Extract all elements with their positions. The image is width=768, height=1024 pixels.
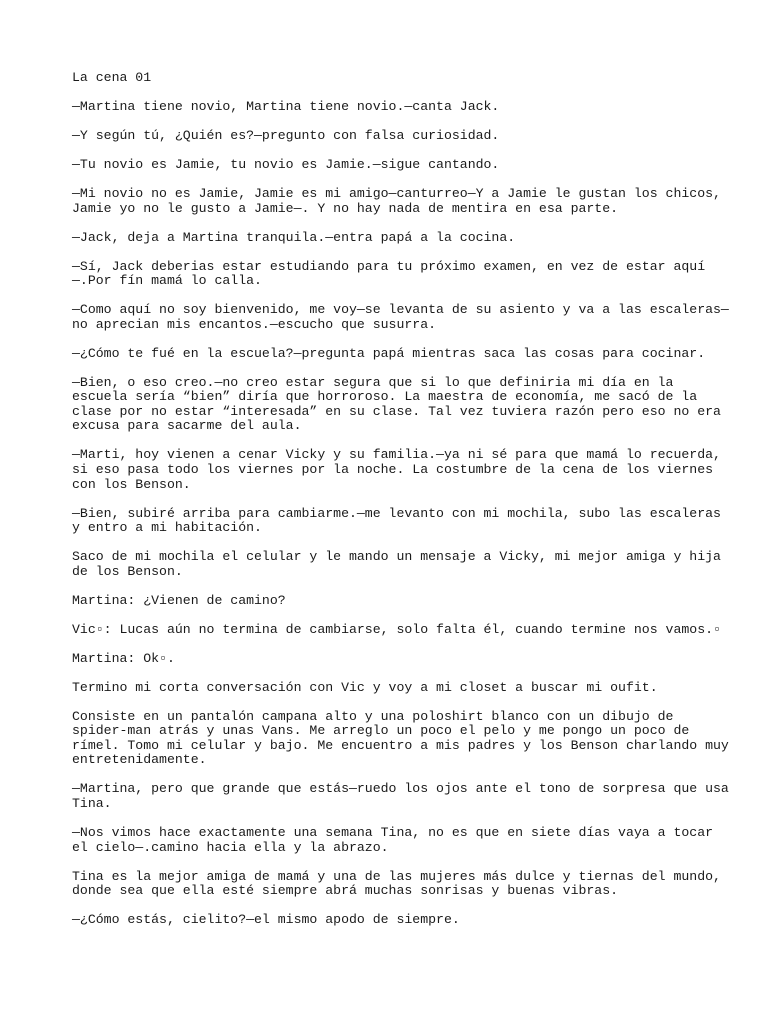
paragraph-line: Termino mi corta conversación con Vic y voy a mi closet a buscar mi oufit. — [72, 679, 658, 695]
paragraph-line: Saco de mi mochila el celular y le mando un mensaje a Vicky, mi mejor amiga y hija — [72, 549, 721, 565]
document-title: La cena 01 — [72, 70, 152, 85]
document-body — [72, 98, 729, 928]
paragraph — [72, 505, 721, 536]
paragraph-line: entretenidamente. — [72, 752, 207, 768]
paragraph — [72, 549, 721, 579]
paragraph-line: de los Benson. — [72, 563, 183, 579]
paragraph — [72, 594, 702, 609]
paragraph-line: —¿Cómo te fué en la escuela?—pregunta papá mientras saca las cosas para cocinar. — [72, 345, 706, 361]
paragraph — [72, 681, 702, 696]
paragraph-line: —Bien, o eso creo.—no creo estar segura que si lo que definiria mi día en la — [72, 374, 674, 390]
paragraph-line: —Bien, subiré arriba para cambiarme.—me levanto con mi mochila, subo las escaleras — [72, 505, 721, 521]
paragraph-line: Vic▫: Lucas aún no termina de cambiarse, solo falta él, cuando termine nos vamos.▫ — [72, 621, 721, 637]
paragraph — [72, 258, 706, 289]
paragraph — [72, 158, 702, 173]
paragraph-line: —¿Cómo estás, cielito?—el mismo apodo de siempre. — [72, 912, 460, 928]
paragraph-line: —Como aquí no soy bienvenido, me voy—se levanta de su asiento y va a las escaleras— — [72, 302, 729, 318]
paragraph-line: no aprecian mis encantos.—escucho que susurra. — [72, 316, 437, 332]
paragraph-line: si eso pasa todo los viernes por la noche. La costumbre de la cena de los viernes — [72, 462, 714, 477]
paragraph-line: Martina: Ok▫. — [72, 650, 175, 666]
paragraph — [72, 231, 702, 246]
paragraph-line: Tina es la mejor amiga de mamá y una de las mujeres más dulce y tiernas del mundo, — [72, 868, 721, 884]
paragraph-line: rímel. Tomo mi celular y bajo. Me encuentro a mis padres y los Benson charlando muy — [72, 737, 729, 753]
paragraph-line: con los Benson. — [72, 476, 191, 492]
paragraph-line: —Sí, Jack deberias estar estudiando para tu próximo examen, en vez de estar aquí — [72, 258, 706, 274]
paragraph — [72, 825, 714, 855]
paragraph — [72, 913, 702, 928]
paragraph — [72, 302, 729, 332]
paragraph-line: —Martina, pero que grande que estás—ruedo los ojos ante el tono de sorpresa que usa — [72, 781, 729, 797]
paragraph-line: donde sea que ella esté siempre abrá muchas sonrisas y buenas vibras. — [72, 883, 619, 899]
paragraph — [72, 652, 702, 667]
paragraph-line: Tina. — [72, 796, 112, 812]
paragraph-line: y entro a mi habitación. — [72, 520, 262, 536]
paragraph-line: —Nos vimos hace exactamente una semana Tina, no es que en siete días vaya a tocar — [72, 825, 714, 841]
paragraph — [72, 345, 706, 362]
paragraph — [72, 621, 721, 638]
paragraph-line: escuela sería “bien” diría que horroroso. La maestra de economía, me sacó de la — [72, 389, 698, 405]
paragraph — [72, 100, 702, 115]
paragraph — [72, 185, 721, 216]
paragraph-line: excusa para sacarme del aula. — [72, 418, 302, 434]
paragraph — [72, 447, 721, 492]
document-page — [72, 70, 729, 942]
paragraph-line: —Y según tú, ¿Quién es?—pregunto con falsa curiosidad. — [72, 127, 500, 143]
paragraph-line: —Mi novio no es Jamie, Jamie es mi amigo—canturreo—Y a Jamie le gustan los chicos, — [72, 185, 721, 201]
paragraph-line: el cielo—.camino hacia ella y la abrazo. — [72, 839, 389, 855]
paragraph — [72, 868, 721, 899]
paragraph-line: spider-man atrás y unas Vans. Me arreglo un poco el pelo y me pongo un poco de — [72, 723, 690, 739]
paragraph-line: —Jack, deja a Martina tranquila.—entra papá a la cocina. — [72, 229, 516, 245]
paragraph-line: Consiste en un pantalón campana alto y una poloshirt blanco con un dibujo de — [72, 708, 674, 724]
paragraph — [72, 374, 721, 434]
paragraph-line: —Marti, hoy vienen a cenar Vicky y su familia.—ya ni sé para que mamá lo recuerda, — [72, 447, 721, 463]
paragraph-line: Jamie yo no le gusto a Jamie—. Y no hay nada de mentira en esa parte. — [72, 200, 619, 216]
paragraph-line: —Martina tiene novio, Martina tiene novio.—canta Jack. — [72, 98, 500, 114]
paragraph-line: Martina: ¿Vienen de camino? — [72, 592, 286, 608]
paragraph-line: clase por no estar “interesada” en su clase. Tal vez tuviera razón pero eso no era — [72, 403, 721, 419]
paragraph — [72, 708, 729, 768]
paragraph-line: —Tu novio es Jamie, tu novio es Jamie.—sigue cantando. — [72, 156, 500, 172]
paragraph — [72, 129, 702, 144]
paragraph — [72, 781, 729, 812]
paragraph-line: —.Por fín mamá lo calla. — [72, 273, 262, 289]
